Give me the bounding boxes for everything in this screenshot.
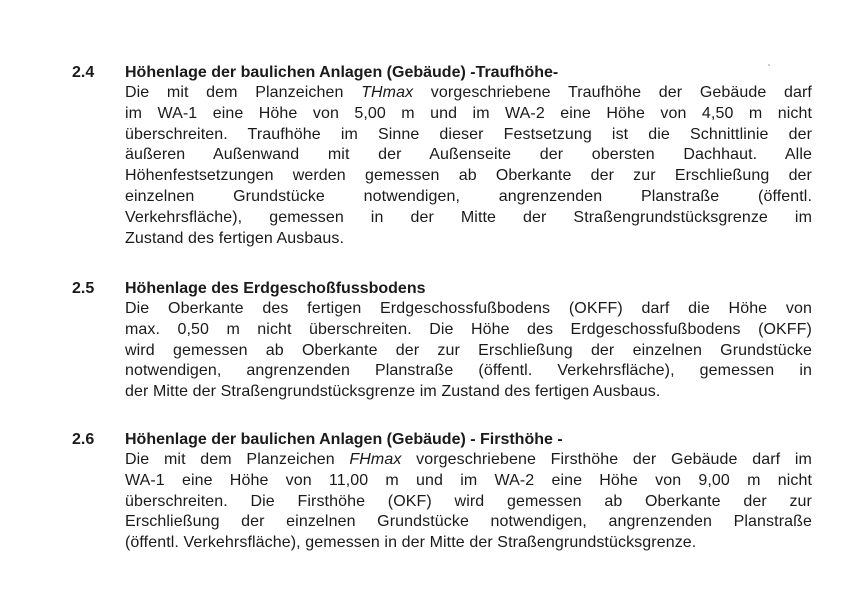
scan-speck: [768, 64, 770, 66]
body-line: der Mitte der Straßengrundstücksgrenze im Zustand des fertigen Ausbaus.: [125, 383, 661, 401]
body-line: Zustand des fertigen Ausbaus.: [125, 229, 345, 247]
body-line: Die mit dem Planzeichen THmax vorgeschriebene Traufhöhe der Gebäude darf: [125, 84, 812, 101]
section-body: [125, 450, 812, 554]
plan-symbol-thmax: THmax: [361, 84, 414, 101]
plan-symbol-fhmax: FHmax: [349, 451, 402, 468]
body-line: überschreiten. Traufhöhe im Sinne dieser Festsetzung ist die Schnittlinie der: [125, 125, 812, 143]
body-line: einzelnen Grundstücke notwendigen, angrenzenden Planstraße (öffentl.: [125, 187, 812, 205]
section-body: [125, 299, 812, 403]
body-line: Die Oberkante des fertigen Erdgeschossfußbodens (OKFF) darf die Höhe von: [125, 300, 812, 317]
body-line: äußeren Außenwand mit der Außenseite der obersten Dachhaut. Alle: [125, 146, 812, 164]
section-heading: [72, 430, 812, 450]
section-heading: [72, 279, 812, 299]
section-number: 2.4: [72, 64, 95, 81]
section-2-6: [72, 430, 812, 554]
section-number: 2.5: [72, 280, 95, 297]
section-2-4: [72, 63, 812, 249]
body-line: max. 0,50 m nicht überschreiten. Die Höhe des Erdgeschossfußbodens (OKFF): [125, 320, 812, 338]
body-line: notwendigen, angrenzenden Planstraße (öffentl. Verkehrsfläche), gemessen in: [125, 362, 812, 380]
body-line: Erschließung der einzelnen Grundstücke notwendigen, angrenzenden Planstraße: [125, 513, 812, 531]
section-title: Höhenlage des Erdgeschoßfussbodens: [125, 280, 426, 297]
section-title: Höhenlage der baulichen Anlagen (Gebäude) - Firsthöhe -: [125, 431, 563, 448]
body-line: Höhenfestsetzungen werden gemessen ab Oberkante der zur Erschließung der: [125, 167, 812, 185]
section-heading: [72, 63, 812, 83]
body-line: überschreiten. Die Firsthöhe (OKF) wird gemessen ab Oberkante der zur: [125, 492, 812, 510]
body-line: WA-1 eine Höhe von 11,00 m und im WA-2 eine Höhe von 9,00 m nicht: [125, 471, 812, 489]
body-line: Die mit dem Planzeichen FHmax vorgeschriebene Firsthöhe der Gebäude darf im: [125, 451, 812, 468]
section-2-5: [72, 279, 812, 403]
body-line: wird gemessen ab Oberkante der zur Erschließung der einzelnen Grundstücke: [125, 341, 812, 359]
section-number: 2.6: [72, 431, 95, 448]
section-title: Höhenlage der baulichen Anlagen (Gebäude) -Traufhöhe-: [125, 64, 559, 81]
body-line: Verkehrsfläche), gemessen in der Mitte der Straßengrundstücksgrenze im: [125, 208, 812, 226]
section-body: [125, 83, 812, 249]
body-line: (öffentl. Verkehrsfläche), gemessen in der Mitte der Straßengrundstücksgrenze.: [125, 534, 697, 552]
body-line: im WA-1 eine Höhe von 5,00 m und im WA-2 eine Höhe von 4,50 m nicht: [125, 104, 812, 122]
